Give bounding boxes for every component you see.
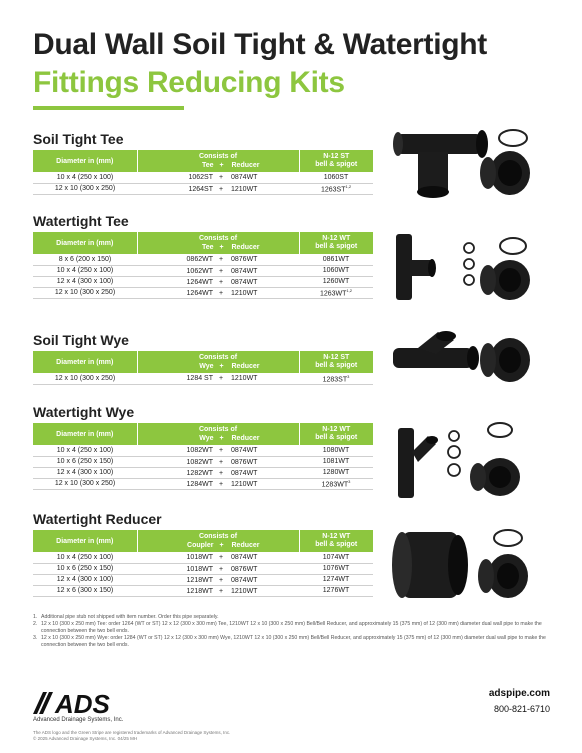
cell-item: 1264WT bbox=[186, 289, 213, 297]
table-row bbox=[33, 172, 373, 183]
header-pipe bbox=[299, 351, 373, 373]
section-0 bbox=[33, 130, 373, 195]
cell-item: 0862WT bbox=[186, 256, 213, 263]
cell-consists bbox=[137, 574, 299, 585]
fittings-table bbox=[33, 423, 373, 490]
header-plus: + bbox=[219, 435, 224, 442]
cell-consists bbox=[137, 287, 299, 298]
cell-diameter: 12 x 4 (300 x 100) bbox=[33, 574, 137, 585]
cell-plus: + bbox=[218, 554, 224, 561]
cell-reducer: 0876WT bbox=[231, 565, 258, 573]
cell-item: 1082WT bbox=[186, 458, 213, 466]
cell-diameter: 12 x 6 (300 x 150) bbox=[33, 585, 137, 596]
cell-pipe-value: 1274WT bbox=[322, 576, 350, 583]
header-diameter: Diameter in (mm) bbox=[33, 423, 137, 445]
cell-consists bbox=[137, 183, 299, 194]
header-reducer: Reducer bbox=[231, 162, 260, 169]
section-1 bbox=[33, 212, 373, 299]
cell-plus: + bbox=[218, 267, 224, 275]
header-pipe-line1: N-12 WT bbox=[322, 235, 351, 242]
footnote-text: Additional pipe stub not shipped with item number. Order this pipe separately. bbox=[41, 614, 219, 620]
header-item: Coupler bbox=[187, 542, 214, 549]
cell-pipe bbox=[299, 254, 373, 265]
cell-reducer: 0876WT bbox=[231, 458, 258, 466]
legal-line: © 2025 Advanced Drainage Systems, Inc. 04/25 MH bbox=[33, 736, 138, 741]
section-title: Soil Tight Tee bbox=[33, 131, 124, 147]
cell-diameter: 12 x 10 (300 x 250) bbox=[33, 478, 137, 489]
header-diameter: Diameter in (mm) bbox=[33, 530, 137, 552]
cell-diameter: 10 x 6 (250 x 150) bbox=[33, 563, 137, 574]
cell-pipe bbox=[299, 265, 373, 276]
cell-item: 1062ST bbox=[188, 174, 213, 181]
section-title: Watertight Reducer bbox=[33, 511, 162, 527]
cell-diameter: 10 x 4 (250 x 100) bbox=[33, 445, 137, 456]
footnotes bbox=[33, 614, 553, 649]
watertight-reducer-image bbox=[388, 526, 558, 611]
footnote-text: 12 x 10 (300 x 250 mm) Wye: order 1284 (WT or ST) 12 x 12 (300 x 300 mm) Wye, 1210WT 12 x 10 (300 x 250 mm) Bell/Bell Reducer, and approximately 15 (375 mm) of 12 (300 mm) diameter dual wall pipe to make the connection between the two bell ends. bbox=[41, 635, 546, 648]
cell-pipe-value: 1081WT bbox=[322, 458, 350, 465]
footnote bbox=[33, 621, 553, 635]
watertight-tee-image bbox=[388, 230, 558, 313]
header-plus: + bbox=[219, 244, 224, 251]
cell-diameter: 12 x 4 (300 x 100) bbox=[33, 467, 137, 478]
legal-line: The ADS logo and the Green Stripe are registered trademarks of Advanced Drainage Systems, Inc. bbox=[33, 730, 231, 735]
soil-tight-wye-image bbox=[388, 330, 558, 395]
cell-consists bbox=[137, 373, 299, 384]
header-consists-label: Consists of bbox=[198, 153, 238, 160]
cell-pipe bbox=[299, 456, 373, 467]
header-reducer: Reducer bbox=[231, 435, 260, 442]
cell-consists bbox=[137, 172, 299, 183]
cell-plus: + bbox=[218, 469, 224, 477]
cell-plus: + bbox=[218, 375, 224, 382]
header-pipe-line1: N-12 ST bbox=[323, 153, 350, 160]
header-pipe-line2: bell & spigot bbox=[315, 243, 358, 250]
header-pipe-line1: N-12 ST bbox=[323, 354, 350, 361]
cell-diameter: 8 x 6 (200 x 150) bbox=[33, 254, 137, 265]
header-pipe bbox=[299, 423, 373, 445]
page-title: Dual Wall Soil Tight & Watertight bbox=[33, 28, 487, 61]
cell-pipe bbox=[299, 467, 373, 478]
header-pipe-line1: N-12 WT bbox=[322, 533, 351, 540]
cell-item: 1218WT bbox=[186, 576, 213, 584]
table-row bbox=[33, 265, 373, 276]
cell-consists bbox=[137, 254, 299, 265]
header-pipe bbox=[299, 530, 373, 552]
cell-plus: + bbox=[218, 447, 224, 454]
header-item: Wye bbox=[199, 435, 214, 442]
cell-item: 1018WT bbox=[186, 554, 213, 561]
cell-pipe-value: 1260WT bbox=[322, 278, 350, 285]
table-row bbox=[33, 563, 373, 574]
section-title: Soil Tight Wye bbox=[33, 332, 129, 348]
cell-consists bbox=[137, 456, 299, 467]
cell-reducer: 0874WT bbox=[231, 576, 258, 584]
cell-pipe bbox=[299, 276, 373, 287]
watertight-wye-image bbox=[388, 422, 558, 507]
cell-diameter: 10 x 4 (250 x 100) bbox=[33, 172, 137, 183]
header-pipe bbox=[299, 150, 373, 172]
header-diameter: Diameter in (mm) bbox=[33, 232, 137, 254]
cell-consists bbox=[137, 552, 299, 563]
table-row bbox=[33, 373, 373, 384]
header-pipe bbox=[299, 232, 373, 254]
cell-plus: + bbox=[218, 256, 224, 263]
table-row bbox=[33, 585, 373, 596]
cell-footnote-ref: 3 bbox=[347, 373, 350, 379]
header-plus: + bbox=[219, 542, 224, 549]
header-consists-label: Consists of bbox=[198, 235, 238, 242]
cell-item: 1264ST bbox=[188, 185, 213, 193]
cell-pipe-value: 1263WT bbox=[319, 290, 347, 298]
header-consists-label: Consists of bbox=[198, 426, 238, 433]
company-name: Advanced Drainage Systems, Inc. bbox=[33, 717, 124, 723]
cell-plus: + bbox=[218, 185, 224, 193]
cell-reducer: 0874WT bbox=[231, 267, 258, 275]
cell-consists bbox=[137, 585, 299, 596]
cell-pipe bbox=[299, 172, 373, 183]
cell-item: 1282WT bbox=[186, 469, 213, 477]
table-row bbox=[33, 445, 373, 456]
cell-plus: + bbox=[218, 289, 224, 297]
soil-tight-tee-image bbox=[388, 128, 558, 208]
cell-pipe bbox=[299, 373, 373, 384]
table-row bbox=[33, 254, 373, 265]
table-row bbox=[33, 467, 373, 478]
header-item: Tee bbox=[201, 162, 214, 169]
cell-plus: + bbox=[218, 565, 224, 573]
cell-item: 1018WT bbox=[186, 565, 213, 573]
cell-plus: + bbox=[218, 576, 224, 584]
footnote bbox=[33, 614, 553, 621]
cell-reducer: 0874WT bbox=[231, 469, 258, 477]
header-reducer: Reducer bbox=[231, 542, 260, 549]
cell-footnote-ref: 1,2 bbox=[346, 287, 353, 293]
cell-plus: + bbox=[218, 458, 224, 466]
table-row bbox=[33, 478, 373, 489]
section-title: Watertight Wye bbox=[33, 404, 135, 420]
cell-pipe bbox=[299, 445, 373, 456]
cell-reducer: 1210WT bbox=[231, 375, 258, 382]
header-consists bbox=[137, 530, 299, 552]
cell-pipe bbox=[299, 478, 373, 489]
header-item: Tee bbox=[201, 244, 214, 251]
cell-pipe bbox=[299, 585, 373, 596]
header-consists bbox=[137, 351, 299, 373]
cell-diameter: 10 x 4 (250 x 100) bbox=[33, 552, 137, 563]
cell-reducer: 0876WT bbox=[231, 256, 258, 263]
cell-reducer: 1210WT bbox=[231, 587, 258, 595]
cell-item: 1284 ST bbox=[186, 375, 213, 382]
header-plus: + bbox=[219, 363, 224, 370]
cell-pipe bbox=[299, 574, 373, 585]
cell-item: 1284WT bbox=[186, 480, 213, 488]
header-pipe-line2: bell & spigot bbox=[315, 161, 358, 168]
cell-plus: + bbox=[218, 174, 224, 181]
footnote bbox=[33, 635, 553, 649]
footnote-number: 2. bbox=[33, 621, 38, 627]
cell-pipe-value: 1276WT bbox=[322, 587, 350, 594]
cell-plus: + bbox=[218, 587, 224, 595]
header-pipe-line2: bell & spigot bbox=[315, 541, 358, 548]
cell-reducer: 0874WT bbox=[231, 174, 258, 181]
cell-pipe-value: 1263ST bbox=[320, 186, 346, 194]
header-pipe-line1: N-12 WT bbox=[322, 426, 351, 433]
cell-pipe-value: 1060WT bbox=[322, 267, 350, 274]
cell-reducer: 0874WT bbox=[231, 554, 258, 561]
header-consists-label: Consists of bbox=[198, 354, 238, 361]
cell-diameter: 10 x 6 (250 x 150) bbox=[33, 456, 137, 467]
cell-diameter: 12 x 10 (300 x 250) bbox=[33, 373, 137, 384]
cell-item: 1264WT bbox=[186, 278, 213, 286]
header-consists bbox=[137, 150, 299, 172]
cell-diameter: 12 x 10 (300 x 250) bbox=[33, 183, 137, 194]
cell-consists bbox=[137, 478, 299, 489]
cell-pipe bbox=[299, 183, 373, 194]
page-subtitle: Fittings Reducing Kits bbox=[33, 66, 345, 99]
cell-consists bbox=[137, 563, 299, 574]
legal-text bbox=[33, 730, 333, 742]
cell-pipe-value: 1280WT bbox=[322, 469, 350, 476]
cell-footnote-ref: 1,2 bbox=[345, 183, 352, 189]
table-row bbox=[33, 456, 373, 467]
header-pipe-line2: bell & spigot bbox=[315, 434, 358, 441]
section-4 bbox=[33, 510, 373, 597]
cell-pipe-value: 1074WT bbox=[322, 553, 350, 561]
header-reducer: Reducer bbox=[231, 363, 260, 370]
table-row bbox=[33, 552, 373, 563]
table-row bbox=[33, 183, 373, 194]
header-diameter: Diameter in (mm) bbox=[33, 150, 137, 172]
cell-pipe-value: 1076WT bbox=[322, 565, 350, 572]
cell-consists bbox=[137, 276, 299, 287]
cell-diameter: 10 x 4 (250 x 100) bbox=[33, 265, 137, 276]
footnote-number: 3. bbox=[33, 635, 38, 641]
fittings-table bbox=[33, 351, 373, 385]
footnote-text: 12 x 10 (300 x 250 mm) Tee: order 1264 (WT or ST) 12 x 12 (300 x 300 mm) Tee, 1210WT 12 x 10 (300 x 250 mm) Bell/Bell Reducer, and approximately 15 (375 mm) of 12 (300 mm) diameter dual wall pipe to make the connection between the two bell ends. bbox=[41, 621, 542, 634]
cell-plus: + bbox=[218, 480, 224, 488]
cell-item: 1062WT bbox=[186, 267, 213, 275]
fittings-table bbox=[33, 530, 373, 597]
fittings-table bbox=[33, 150, 373, 195]
cell-pipe-value: 0861WT bbox=[322, 255, 350, 263]
header-pipe-line2: bell & spigot bbox=[315, 362, 358, 369]
header-consists-label: Consists of bbox=[198, 533, 238, 540]
fittings-table bbox=[33, 232, 373, 299]
website-link[interactable]: adspipe.com bbox=[488, 688, 550, 699]
cell-pipe-value: 1060ST bbox=[323, 173, 349, 181]
section-2 bbox=[33, 331, 373, 385]
cell-consists bbox=[137, 445, 299, 456]
title-underline bbox=[33, 106, 184, 110]
table-row bbox=[33, 276, 373, 287]
cell-pipe-value: 1283WT bbox=[321, 481, 349, 489]
table-row bbox=[33, 574, 373, 585]
cell-pipe bbox=[299, 287, 373, 298]
cell-diameter: 12 x 10 (300 x 250) bbox=[33, 287, 137, 298]
cell-reducer: 1210WT bbox=[231, 289, 258, 297]
table-row bbox=[33, 287, 373, 298]
header-consists bbox=[137, 232, 299, 254]
cell-consists bbox=[137, 265, 299, 276]
header-reducer: Reducer bbox=[231, 244, 260, 251]
cell-pipe-value: 1080WT bbox=[322, 446, 350, 454]
header-diameter: Diameter in (mm) bbox=[33, 351, 137, 373]
footnote-number: 1. bbox=[33, 614, 38, 620]
cell-footnote-ref: 3 bbox=[348, 478, 351, 484]
cell-pipe-value: 1283ST bbox=[322, 375, 348, 383]
header-plus: + bbox=[219, 162, 224, 169]
cell-diameter: 12 x 4 (300 x 100) bbox=[33, 276, 137, 287]
section-title: Watertight Tee bbox=[33, 213, 129, 229]
header-item: Wye bbox=[199, 363, 214, 370]
cell-reducer: 0874WT bbox=[231, 278, 258, 286]
cell-pipe bbox=[299, 563, 373, 574]
section-3 bbox=[33, 403, 373, 490]
cell-plus: + bbox=[218, 278, 224, 286]
cell-reducer: 1210WT bbox=[231, 480, 258, 488]
phone-number: 800-821-6710 bbox=[493, 704, 550, 714]
logo-text: ADS bbox=[55, 690, 110, 716]
cell-reducer: 0874WT bbox=[231, 447, 258, 454]
cell-pipe bbox=[299, 552, 373, 563]
cell-item: 1218WT bbox=[186, 587, 213, 595]
header-consists bbox=[137, 423, 299, 445]
cell-reducer: 1210WT bbox=[231, 185, 258, 193]
cell-consists bbox=[137, 467, 299, 478]
cell-item: 1082WT bbox=[186, 447, 213, 454]
